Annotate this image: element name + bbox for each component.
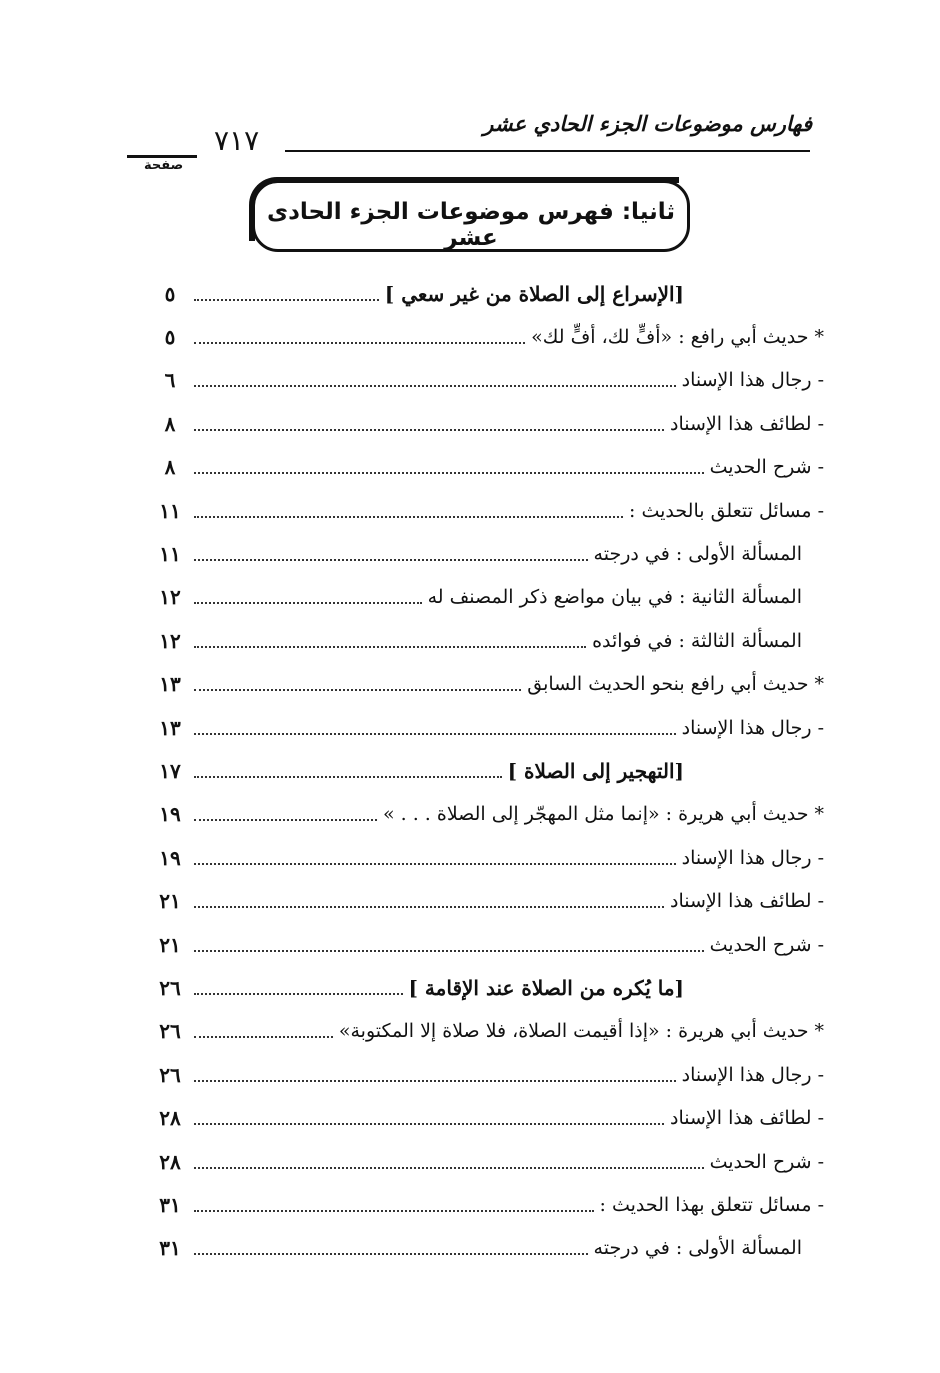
dot-leader (194, 516, 623, 518)
toc-entry-title: - لطائف هذا الإسناد (670, 1107, 824, 1130)
toc-entry-title: - شرح الحديث (709, 933, 824, 956)
dot-leader (194, 819, 377, 821)
toc-entry (150, 315, 824, 358)
dot-leader (194, 299, 379, 301)
toc-entry-title: - رجال هذا الإسناد (681, 1063, 824, 1086)
dot-leader (194, 429, 664, 431)
toc-entry (150, 706, 824, 749)
toc-entry-title: * حديث أبي هريرة : «إذا أقيمت الصلاة، فلا صلاة إلا المكتوبة» (338, 1020, 824, 1043)
dot-leader (194, 689, 521, 691)
toc-page-number: ١٧ (159, 758, 181, 783)
dot-leader (194, 1167, 704, 1169)
toc-page-number: ١٢ (159, 628, 181, 653)
dot-leader (194, 646, 586, 648)
toc-entry-title: - رجال هذا الإسناد (681, 716, 824, 739)
dot-leader (194, 993, 403, 995)
dot-leader (194, 385, 676, 387)
page-column-label: صفحة (144, 158, 184, 173)
toc-page-number: ٥ (164, 281, 176, 306)
dot-leader (194, 950, 704, 952)
dot-leader (194, 1123, 664, 1125)
toc-entry-title: - مسائل تتعلق بالحديث : (629, 499, 824, 522)
dot-leader (194, 602, 422, 604)
toc-page-number: ٢٨ (159, 1106, 181, 1131)
toc-page-number: ٦ (164, 368, 176, 393)
toc-entry-title: المسألة الأولى : في درجته (593, 543, 802, 566)
toc-entry-title: - لطائف هذا الإسناد (670, 890, 824, 913)
toc-page-number: ١٣ (159, 672, 181, 697)
toc-page-number: ٨ (164, 455, 176, 480)
toc-page-number: ٢١ (159, 889, 181, 914)
toc-entry-title: * حديث أبي هريرة : «إنما مثل المهجّر إلى الصلاة . . . » (382, 803, 824, 826)
toc-entry (150, 576, 824, 619)
toc-section-heading (150, 966, 824, 1009)
toc-entry (150, 663, 824, 706)
toc-entry (150, 359, 824, 402)
dot-leader (194, 906, 664, 908)
toc-entry-title: [التهجير إلى الصلاة ] (507, 758, 684, 783)
toc-entry (150, 1227, 824, 1270)
toc-entry-title: * حديث أبي رافع بنحو الحديث السابق (527, 673, 824, 696)
toc-page-number: ١٩ (159, 802, 181, 827)
dot-leader (194, 1210, 594, 1212)
toc-entry-title: - شرح الحديث (709, 1150, 824, 1173)
toc-entry-title: - رجال هذا الإسناد (681, 369, 824, 392)
header-rule (285, 150, 810, 152)
toc-page-number: ٢٦ (159, 975, 181, 1000)
toc-entry-title: المسألة الثالثة : في فوائده (592, 629, 802, 652)
toc-page-number: ٢٦ (159, 1019, 181, 1044)
toc-page-number: ٢٦ (159, 1062, 181, 1087)
toc-entry-title: - مسائل تتعلق بهذا الحديث : (599, 1193, 824, 1216)
page-number: ٧١٧ (214, 124, 260, 157)
running-header-title: فهارس موضوعات الجزء الحادي عشر (483, 112, 812, 136)
dot-leader (194, 863, 676, 865)
toc-entry (150, 1140, 824, 1183)
toc-entry-title: - لطائف هذا الإسناد (670, 412, 824, 435)
dot-leader (194, 559, 588, 561)
toc-page-number: ٣١ (159, 1236, 181, 1261)
toc-entry-title: [الإسراع إلى الصلاة من غير سعي ] (384, 281, 684, 306)
toc-section-heading (150, 272, 824, 315)
toc-entry-title: المسألة الأولى : في درجته (593, 1237, 802, 1260)
toc-page-number: ٢٨ (159, 1149, 181, 1174)
dot-leader (194, 1253, 588, 1255)
toc-entry (150, 489, 824, 532)
toc-page-number: ٨ (164, 411, 176, 436)
toc-page-number: ٥ (164, 325, 176, 350)
toc-entry-title: * حديث أبي رافع : «أفٍّ لك، أفٍّ لك» (531, 326, 824, 349)
toc-page-number: ١٣ (159, 715, 181, 740)
toc-entry (150, 619, 824, 662)
toc-entry-title: - شرح الحديث (709, 456, 824, 479)
toc-entry (150, 1096, 824, 1139)
toc-entry (150, 446, 824, 489)
toc-page-number: ١٩ (159, 845, 181, 870)
toc-entry (150, 532, 824, 575)
toc-page-number: ١٢ (159, 585, 181, 610)
toc-entry (150, 923, 824, 966)
dot-leader (194, 776, 502, 778)
dot-leader (194, 1080, 676, 1082)
toc-entry (150, 402, 824, 445)
toc-entry (150, 793, 824, 836)
toc-entry (150, 1010, 824, 1053)
toc-section-heading (150, 749, 824, 792)
section-title: ثانيا: فهرس موضوعات الجزء الحادى عشر (267, 199, 675, 251)
toc-page-number: ١١ (159, 542, 181, 567)
toc-page-number: ٣١ (159, 1192, 181, 1217)
section-title-box (252, 180, 690, 252)
toc-entry (150, 879, 824, 922)
toc-page-number: ١١ (159, 498, 181, 523)
table-of-contents (150, 272, 824, 1270)
dot-leader (194, 733, 676, 735)
dot-leader (194, 1036, 333, 1038)
toc-entry (150, 1053, 824, 1096)
dot-leader (194, 342, 525, 344)
toc-entry-title: المسألة الثانية : في بيان مواضع ذكر المصنف له (427, 586, 802, 609)
toc-page-number: ٢١ (159, 932, 181, 957)
dot-leader (194, 472, 704, 474)
toc-entry-title: [ما يُكره من الصلاة عند الإقامة ] (408, 975, 684, 1000)
toc-entry-title: - رجال هذا الإسناد (681, 846, 824, 869)
toc-entry (150, 1183, 824, 1226)
toc-entry (150, 836, 824, 879)
